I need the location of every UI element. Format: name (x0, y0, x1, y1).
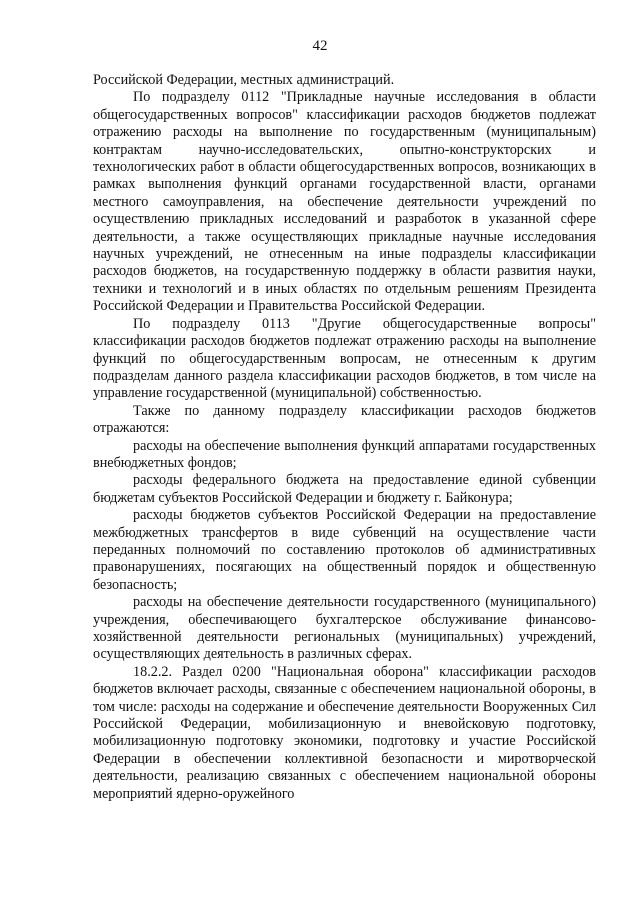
paragraph-subsection-0113: По подразделу 0113 "Другие общегосударственные вопросы" классификации расходов бюджетов подлежат отражению расходы на выполнение функций по общегосударственным вопросам, не отнесенным к другим подразделам данного раздела классификации расходов бюджетов, в том числе на управление государственной (муниципальной) собственностью. (93, 315, 596, 402)
list-item-interbudget-transfers: расходы бюджетов субъектов Российской Федерации на предоставление межбюджетных трансфертов в виде субвенций на осуществление части переданных полномочий по составлению протоколов об административных правонарушениях, посягающих на общественный порядок и общественную безопасность; (93, 507, 596, 593)
list-item-unified-subvention: расходы федерального бюджета на предоставление единой субвенции бюджетам субъектов Российской Федерации и бюджету г. Байконура; (93, 472, 596, 506)
paragraph-continuation: Российской Федерации, местных администраций. (93, 72, 395, 88)
paragraph-section-0200: 18.2.2. Раздел 0200 "Национальная оборона" классификации расходов бюджетов включает расходы, связанные с обеспечением национальной обороны, в том числе: расходы на содержание и обеспечение деятельности Вооруженных Сил Российской Федерации, мобилизационную и вневойсковую подготовку, мобилизационную подготовку экономики, подготовку и участие Российской Федерации в обеспечении коллективной безопасности и миротворческой деятельности, реализацию связанных с обеспечением национальной обороны мероприятий ядерно-оружейного (93, 663, 596, 802)
paragraph-also-reflected: Также по данному подразделу классификации расходов бюджетов отражаются: (93, 402, 596, 437)
list-item-extrabudgetary-funds: расходы на обеспечение выполнения функций аппаратами государственных внебюджетных фондов; (93, 437, 596, 471)
paragraph-subsection-0112: По подразделу 0112 "Прикладные научные исследования в области общегосударственных вопросов" классификации расходов бюджетов подлежат отражению расходы на выполнение по государственным (муниципальным) контрактам научно-исследовательских, опытно-конструкторских и технологических работ в области общегосударственных вопросов, возникающих в рамках выполнения функций органами государственной власти, органами местного самоуправления, на обеспечение деятельности учреждений по осуществлению прикладных исследований и разработок в указанной сфере деятельности, а также осуществляющих прикладные научные исследования научных учреждений, не отнесенным на иные подразделы классификации расходов бюджетов, на государственную поддержку в области развития науки, техники и технологий и в иных областях по отдельным решениям Президента Российской Федерации и Правительства Российской Федерации. (93, 89, 596, 315)
page-number: 42 (312, 38, 328, 54)
list-item-accounting-institution: расходы на обеспечение деятельности государственного (муниципального) учреждения, обеспечивающего бухгалтерское обслуживание финансово-хозяйственной деятельности региональных (муниципальных) учреждений, осуществляющих деятельность в различных сферах. (93, 594, 596, 663)
document-body (93, 72, 596, 803)
